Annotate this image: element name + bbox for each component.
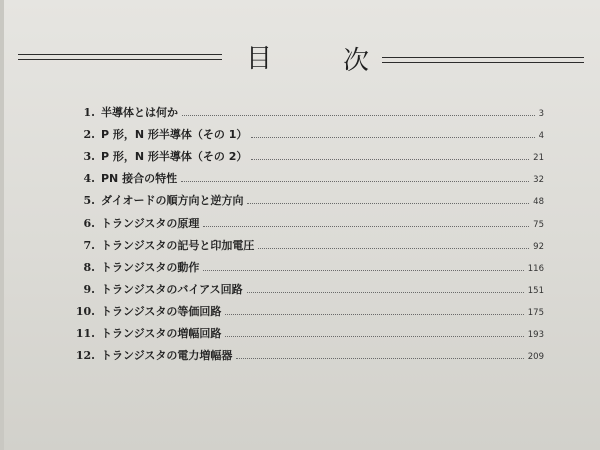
toc-entry — [70, 237, 550, 259]
toc-entry-number: 7. — [83, 239, 95, 252]
toc-entry-page: 4 — [538, 131, 544, 141]
toc-entry — [70, 104, 550, 126]
toc-entry — [70, 126, 550, 148]
toc-entry-page: 75 — [533, 220, 544, 230]
toc-entry-number: 12. — [75, 349, 95, 362]
title-char-1: 目 — [246, 44, 273, 74]
toc-entry-title: トランジスタの原理 — [101, 217, 200, 230]
toc-entry — [70, 148, 550, 170]
toc-entry-number: 1. — [83, 106, 95, 119]
toc-entry-title: 半導体とは何か — [101, 106, 178, 119]
toc-entry — [70, 303, 550, 325]
toc-entry-number: 9. — [83, 283, 95, 296]
toc-entry-page: 48 — [533, 197, 544, 207]
toc-entry-page: 209 — [527, 352, 544, 362]
toc-entry-title: トランジスタの動作 — [101, 261, 200, 274]
toc-entry-number: 8. — [83, 261, 95, 274]
toc-entry-page: 3 — [538, 109, 544, 119]
toc-entry — [70, 192, 550, 214]
toc-entry-number: 2. — [83, 128, 95, 141]
toc-leader-dots — [258, 248, 529, 249]
toc-leader-dots — [182, 115, 535, 116]
toc-entry — [70, 215, 550, 237]
toc-entry-title: トランジスタのバイアス回路 — [101, 283, 243, 296]
toc-leader-dots — [251, 137, 534, 138]
toc-entry-page: 193 — [527, 330, 544, 340]
toc-leader-dots — [225, 314, 523, 315]
toc-entry-number: 11. — [75, 327, 95, 340]
toc-entry-title: P 形，N 形半導体（その 1） — [101, 128, 248, 141]
toc-entry-page: 21 — [533, 153, 544, 163]
toc-entry-title: PN 接合の特性 — [101, 172, 178, 185]
toc-leader-dots — [203, 226, 529, 227]
toc-entry-number: 6. — [83, 217, 95, 230]
toc-entry — [70, 325, 550, 347]
title-rule-left — [18, 54, 222, 60]
title-char-2: 次 — [343, 46, 370, 76]
toc-leader-dots — [251, 159, 529, 160]
toc-entry-title: ダイオードの順方向と逆方向 — [101, 194, 244, 207]
toc-leader-dots — [203, 270, 523, 271]
toc-leader-dots — [247, 292, 524, 293]
toc-entry-page: 151 — [527, 286, 544, 296]
toc-entry-page: 92 — [533, 242, 544, 252]
toc-entry — [70, 170, 550, 192]
toc-leader-dots — [236, 358, 523, 359]
toc-entry-number: 5. — [83, 194, 95, 207]
toc-entry-number: 10. — [75, 305, 95, 318]
toc-entry-title: トランジスタの増幅回路 — [101, 327, 222, 340]
toc-entry — [70, 347, 550, 369]
toc-entry — [70, 281, 550, 303]
toc-leader-dots — [181, 181, 529, 182]
toc-entry — [70, 259, 550, 281]
toc-leader-dots — [247, 203, 529, 204]
page-title — [0, 0, 600, 100]
toc-entry-page: 116 — [527, 264, 544, 274]
toc-entry-number: 4. — [83, 172, 95, 185]
title-rule-right — [382, 57, 584, 63]
toc-entry-number: 3. — [83, 150, 95, 163]
toc-leader-dots — [225, 336, 523, 337]
toc-entry-title: P 形，N 形半導体（その 2） — [101, 150, 248, 163]
toc-entry-title: トランジスタの等価回路 — [101, 305, 222, 318]
toc-entry-page: 32 — [533, 175, 544, 185]
toc-entry-title: トランジスタの電力増幅器 — [101, 349, 233, 362]
toc-entry-title: トランジスタの記号と印加電圧 — [101, 239, 255, 252]
toc-entry-page: 175 — [527, 308, 544, 318]
